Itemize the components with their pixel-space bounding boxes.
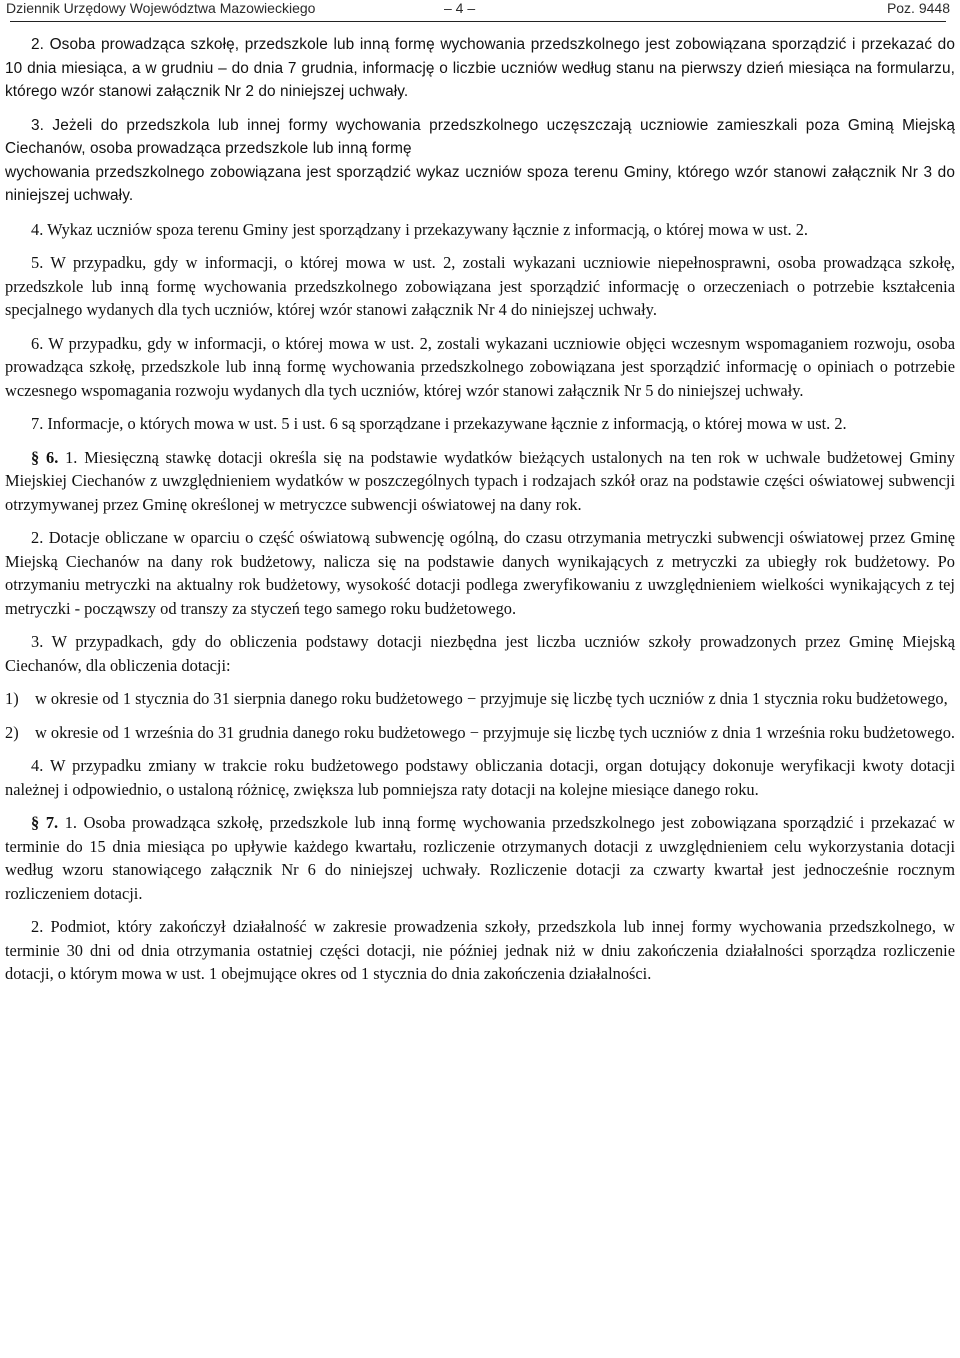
list-item [5, 687, 955, 711]
position-number: Poz. 9448 [886, 0, 950, 16]
header-divider [10, 21, 946, 22]
section-7-mark: § 7. [31, 813, 59, 832]
paragraph-2-3-part2: wychowania przedszkolnego zobowiązana jest sporządzić wykaz uczniów spoza terenu Gminy, którego wzór stanowi załącznik Nr 3 do niniejszej uchwały. [5, 163, 955, 204]
section-6-paragraph-4: 4. W przypadku zmiany w trakcie roku budżetowego podstawy obliczania dotacji, organ dotujący dokonuje weryfikacji kwoty dotacji należnej i odpowiednio, o ustaloną różnicę, zwiększa lub pomniejsza raty dotacji na kolejne miesiące danego roku. [5, 756, 955, 799]
section-7-paragraph-1 [5, 811, 955, 905]
document-body [5, 33, 955, 996]
section-7-paragraph-2: 2. Podmiot, który zakończył działalność w zakresie prowadzenia szkoły, przedszkola lub innej formy wychowania przedszkolnego, w terminie 30 dni od dnia otrzymania ostatniej części dotacji, nie później jednak niż w dniu zakończenia działalności sporządza rozliczenie dotacji, o którym mowa w ust. 1 obejmujące okres od 1 stycznia do dnia zakończenia działalności. [5, 917, 955, 983]
paragraph-2-7: 7. Informacje, o których mowa w ust. 5 i ust. 6 są sporządzane i przekazywane łącznie z informacją, o której mowa w ust. 2. [31, 414, 847, 433]
section-6-paragraph-1 [5, 446, 955, 517]
section-6-paragraph-3: 3. W przypadkach, gdy do obliczenia podstawy dotacji niezbędna jest liczba uczniów szkoły prowadzonych przez Gminę Miejską Ciechanów, dla obliczenia dotacji: [5, 632, 955, 675]
paragraph-2-2: 2. Osoba prowadząca szkołę, przedszkole lub inną formę wychowania przedszkolnego jest zobowiązana sporządzić i przekazać do 10 dnia miesiąca, a w grudniu – do dnia 7 grudnia, informację o liczbie uczniów według stanu na pierwszy dzień miesiąca na formularzu, którego wzór stanowi załącznik Nr 2 do niniejszej uchwały. [5, 36, 955, 100]
list-item-text: w okresie od 1 stycznia do 31 sierpnia danego roku budżetowego − przyjmuje się liczbę tych uczniów z dnia 1 stycznia roku budżetowego, [35, 689, 948, 708]
paragraph-2-5: 5. W przypadku, gdy w informacji, o której mowa w ust. 2, zostali wykazani uczniowie niepełnosprawni, osoba prowadząca szkołę, przedszkole lub inną formę wychowania przedszkolnego zobowiązana jest sporządzić informację o orzeczeniach o potrzebie kształcenia specjalnego wydanych dla tych uczniów, której wzór stanowi załącznik Nr 4 do niniejszej uchwały. [5, 253, 955, 319]
paragraph-2-6: 6. W przypadku, gdy w informacji, o której mowa w ust. 2, zostali wykazani uczniowie objęci wczesnym wspomaganiem rozwoju, osoba prowadząca szkołę, przedszkole lub inną formę wychowania przedszkolnego zobowiązana jest sporządzić informację o opiniach o potrzebie wczesnego wspomagania rozwoju wydanych dla tych uczniów, której wzór stanowi załącznik Nr 5 do niniejszej uchwały. [5, 333, 955, 400]
paragraph-2-3-part1: 3. Jeżeli do przedszkola lub innej formy wychowania przedszkolnego uczęszczają uczniowie zamieszkali poza Gminą Miejską Ciechanów, osoba prowadząca przedszkole lub inną formę [5, 116, 955, 157]
list-item [5, 721, 955, 745]
page-number: – 4 – [444, 0, 476, 16]
list-item-text: w okresie od 1 września do 31 grudnia danego roku budżetowego − przyjmuje się liczbę tych uczniów z dnia 1 września roku budżetowego. [35, 722, 956, 742]
paragraph-2-4: 4. Wykaz uczniów spoza terenu Gminy jest sporządzany i przekazywany łącznie z informacją, o której mowa w ust. 2. [31, 219, 808, 239]
list-item-number: 2) [5, 722, 19, 742]
section-7-paragraph-1-text: 1. Osoba prowadząca szkołę, przedszkole lub inną formę wychowania przedszkolnego jest zobowiązana sporządzić i przekazać w terminie do 15 dnia miesiąca po upływie każdego kwartału, rozliczenie otrzymanych dotacji z uwzględnieniem celu wykorzystania dotacji według wzoru stanowiącego załącznik Nr 6 do niniejszej uchwały. Rozliczenie dotacji za czwarty kwartał jest jednocześnie rocznym rozliczeniem dotacji. [5, 813, 955, 903]
section-6-paragraph-1-text: 1. Miesięczną stawkę dotacji określa się na podstawie wydatków bieżących ustalonych na ten rok w uchwale budżetowej Gminy Miejskiej Ciechanów z uwzględnieniem wydatków w poszczególnych typach i rodzajach szkół oraz na podstawie części oświatowej subwencji otrzymywanej przez Gminę określonej w metryczce subwencji oświatowej na dany rok. [5, 447, 955, 514]
list-item-number: 1) [5, 689, 19, 708]
page-header [6, 0, 950, 22]
section-6-mark: § 6. [31, 447, 59, 467]
section-6-paragraph-2: 2. Dotacje obliczane w oparciu o część oświatową subwencję ogólną, do czasu otrzymania metryczki subwencji oświatowej przez Gminę Miejską Ciechanów na dany rok budżetowy, nalicza się na podstawie danych wynikających z metryczki za ubiegły rok budżetowy. Po otrzymaniu metryczki na aktualny rok budżetowy, wysokość dotacji podlega zweryfikowaniu z uwzględnieniem wielkości wynikających z tej metryczki - począwszy od transzy za styczeń tego samego roku budżetowego. [5, 528, 955, 618]
journal-title: Dziennik Urzędowy Województwa Mazowieckiego [6, 0, 316, 16]
